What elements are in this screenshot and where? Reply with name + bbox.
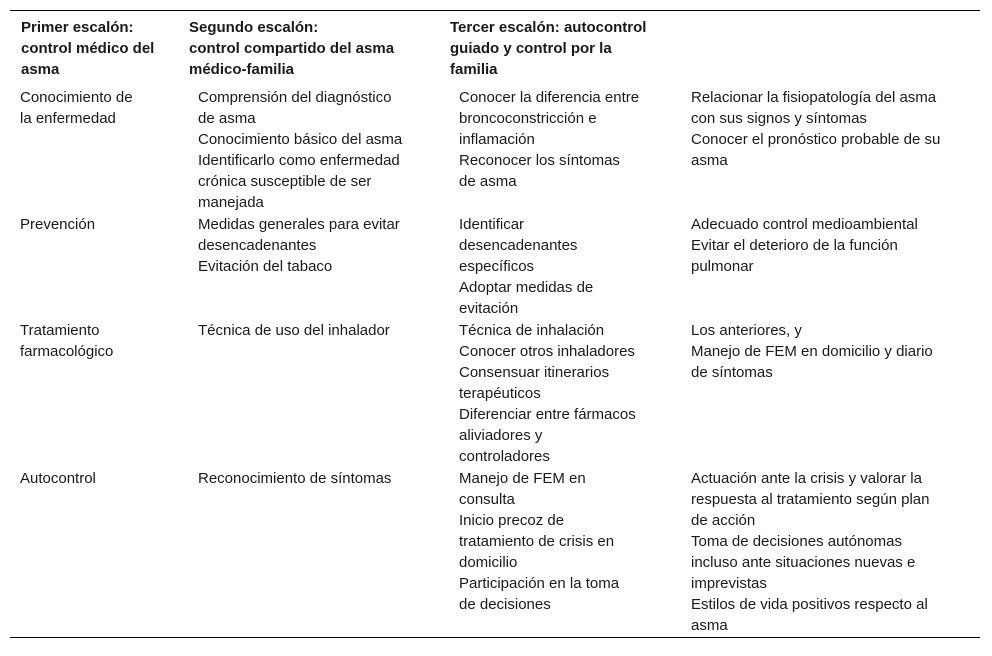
- header-segundo-escalon: Segundo escalón: control compartido del asma médico-familia: [189, 19, 395, 78]
- header-primer-escalon: Primer escalón: control médico del asma: [21, 19, 155, 78]
- row-cell-fourth: Adecuado control medioambiental Evitar el deterioro de la función pulmonar: [691, 216, 918, 275]
- table-row: [10, 468, 980, 638]
- row-cell-second-step: Técnica de uso del inhalador: [198, 322, 390, 339]
- row-cell-second-step: Comprensión del diagnóstico de asma Conocimiento básico del asma Identificarlo como enfermedad crónica susceptible de ser manejada: [198, 89, 403, 211]
- asthma-education-table: [10, 10, 980, 638]
- header-empty: [681, 11, 980, 88]
- row-cell-third-step: Manejo de FEM en consulta Inicio precoz de tratamiento de crisis en domicilio Participación en la toma de decisiones: [459, 470, 620, 613]
- row-cell-third-step: Identificar desencadenantes específicos Adoptar medidas de evitación: [459, 216, 594, 317]
- asthma-education-table-container: [10, 10, 980, 638]
- table-row: [10, 214, 980, 320]
- table-header-row: [10, 11, 980, 88]
- header-tercer-escalon: Tercer escalón: autocontrol guiado y control por la familia: [450, 19, 647, 78]
- row-cell-fourth: Los anteriores, y Manejo de FEM en domicilio y diario de síntomas: [691, 322, 933, 381]
- row-cell-third-step: Conocer la diferencia entre broncoconstricción e inflamación Reconocer los síntomas de asma: [459, 89, 640, 190]
- row-category: Tratamiento farmacológico: [20, 322, 114, 360]
- table-row: [10, 320, 980, 468]
- table-row: [10, 87, 980, 214]
- row-cell-fourth: Relacionar la fisiopatología del asma con sus signos y síntomas Conocer el pronóstico probable de su asma: [691, 89, 941, 169]
- row-category: Conocimiento de la enfermedad: [20, 89, 133, 127]
- row-category: Autocontrol: [20, 470, 96, 487]
- row-cell-fourth: Actuación ante la crisis y valorar la respuesta al tratamiento según plan de acción Toma de decisiones autónomas incluso ante situaciones nuevas e imprevistas Estilos de vida positivos respecto al asma: [691, 470, 930, 634]
- row-cell-second-step: Reconocimiento de síntomas: [198, 470, 392, 487]
- row-cell-second-step: Medidas generales para evitar desencadenantes Evitación del tabaco: [198, 216, 400, 275]
- row-category: Prevención: [20, 216, 96, 233]
- row-cell-third-step: Técnica de inhalación Conocer otros inhaladores Consensuar itinerarios terapéuticos Diferenciar entre fármacos aliviadores y controladores: [459, 322, 636, 465]
